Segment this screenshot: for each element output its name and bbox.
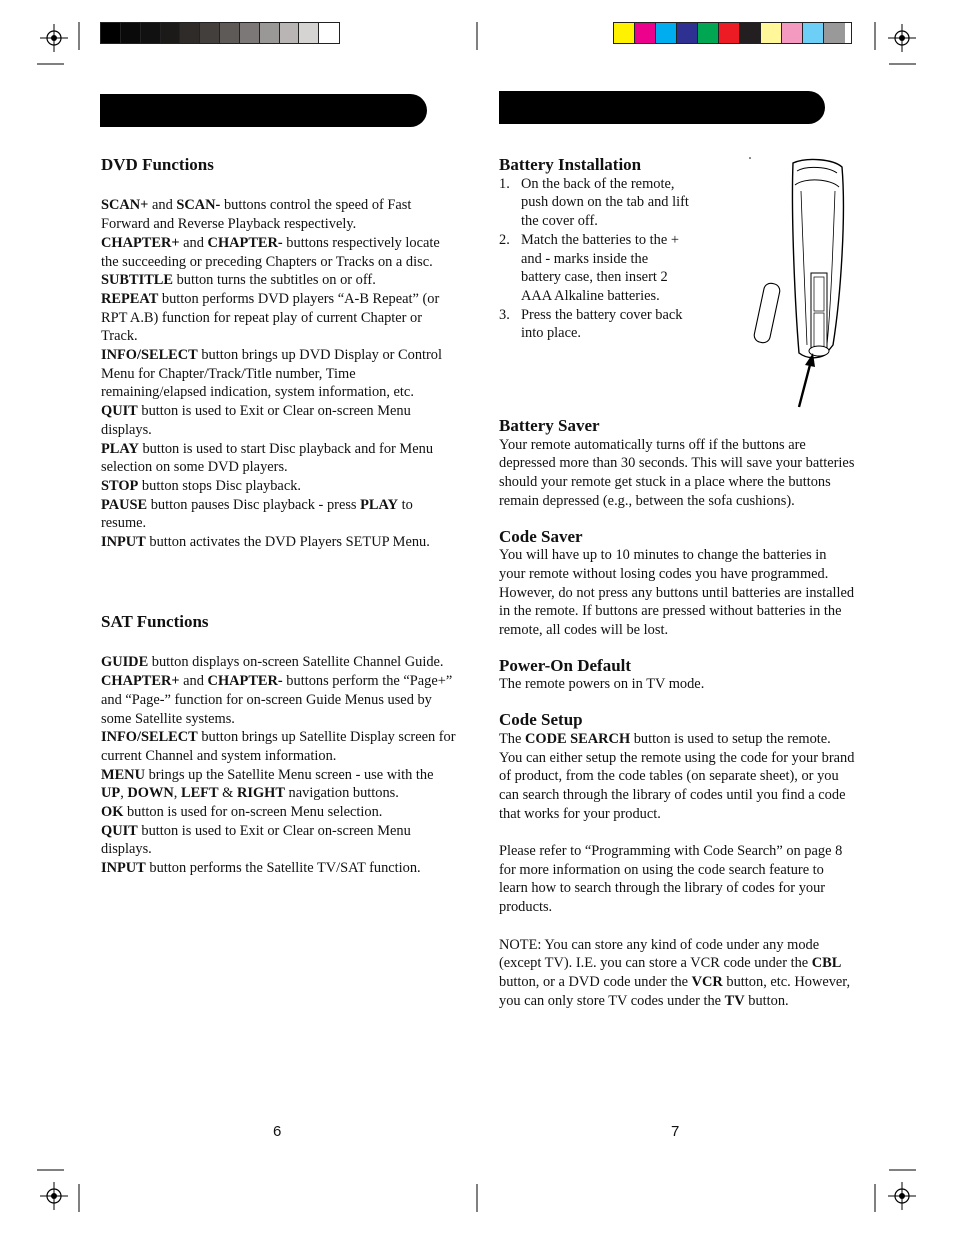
paragraph: Your remote automatically turns off if the buttons are depressed more than 30 seconds. This will save your batteries should your remote get stuck in a place where the buttons remain depressed (e.g., between the sofa cushions).	[499, 436, 855, 509]
grayscale-strip	[100, 22, 340, 44]
left-column-sat	[101, 613, 459, 878]
color-swatch	[719, 23, 740, 43]
list-item	[499, 231, 691, 306]
paragraph: SUBTITLE button turns the subtitles on or off.	[101, 272, 376, 289]
steps-list	[499, 175, 691, 343]
paragraph: The CODE SEARCH button is used to setup the remote. You can either setup the remote using the code for your brand of product, from the code tables (on separate sheet), or you can search through the library of codes until you find a code that works for your product.	[499, 730, 855, 822]
paragraph: REPEAT button performs DVD players “A-B Repeat” (or RPT A.B) function for repeat play of current Chapter or Track.	[101, 290, 440, 345]
color-swatch	[161, 23, 181, 43]
page-number: 7	[671, 1123, 680, 1140]
color-swatch	[280, 23, 300, 43]
page-number: 6	[273, 1123, 282, 1140]
paragraph: INFO/SELECT button brings up DVD Display or Control Menu for Chapter/Track/Title number, Time remaining/elapsed indication, system information, etc.	[101, 347, 442, 401]
color-swatch	[121, 23, 141, 43]
section-heading: Code Saver	[499, 526, 583, 546]
color-swatch	[200, 23, 220, 43]
section-heading: Battery Installation	[499, 155, 642, 174]
color-swatch	[141, 23, 161, 43]
color-swatch	[782, 23, 803, 43]
registration-mark-icon	[40, 1182, 70, 1212]
step-text: Press the battery cover back into place.	[521, 306, 683, 342]
color-swatch	[761, 23, 782, 43]
list-item	[499, 175, 691, 231]
list-item	[499, 306, 691, 343]
color-swatch	[677, 23, 698, 43]
color-swatch	[635, 23, 656, 43]
paragraph: OK button is used for on-screen Menu selection.	[101, 804, 383, 821]
remote-battery-illustration	[745, 155, 860, 410]
color-swatch	[101, 23, 121, 43]
section-heading: DVD Functions	[101, 155, 214, 174]
step-number: 2.	[499, 231, 510, 248]
color-swatch	[319, 23, 339, 43]
step-number: 3.	[499, 306, 510, 323]
color-swatch	[803, 23, 824, 43]
paragraph: QUIT button is used to Exit or Clear on-screen Menu displays.	[101, 822, 411, 858]
registration-mark-icon	[886, 22, 916, 52]
color-swatch	[740, 23, 761, 43]
color-strip	[613, 22, 852, 44]
paragraph: The remote powers on in TV mode.	[499, 676, 705, 693]
paragraph: STOP button stops Disc playback.	[101, 477, 302, 494]
paragraph: Please refer to “Programming with Code Search” on page 8 for more information on using the code search feature to learn how to search through the library of codes for your products.	[499, 843, 843, 916]
color-swatch	[260, 23, 280, 43]
paragraph: MENU brings up the Satellite Menu screen - use with the UP, DOWN, LEFT & RIGHT navigation buttons.	[101, 766, 434, 802]
header-bar-left	[100, 94, 427, 127]
color-swatch	[180, 23, 200, 43]
section-heading: Battery Saver	[499, 416, 600, 435]
color-swatch	[240, 23, 260, 43]
step-number: 1.	[499, 175, 510, 192]
right-column	[499, 417, 855, 1010]
paragraph: CHAPTER+ and CHAPTER- buttons perform the “Page+” and “Page-” function for on-screen Guide Menus used by some Satellite systems.	[101, 673, 453, 727]
color-swatch	[824, 23, 845, 43]
paragraph: NOTE: You can store any kind of code under any mode (except TV). I.E. you can store a VCR code under the CBL button, or a DVD code under the VCR button, etc. However, you can only store TV codes under the TV button.	[499, 936, 851, 1009]
step-text: On the back of the remote, push down on the tab and lift the cover off.	[521, 175, 689, 230]
paragraph: CHAPTER+ and CHAPTER- buttons respectively locate the succeeding or preceding Chapters or Tracks on a disc.	[101, 234, 440, 270]
paragraph: INPUT button performs the Satellite TV/SAT function.	[101, 860, 421, 877]
paragraph: PAUSE button pauses Disc playback - press PLAY to resume.	[101, 496, 413, 532]
paragraph: INPUT button activates the DVD Players SETUP Menu.	[101, 534, 430, 551]
color-swatch	[656, 23, 677, 43]
step-text: Match the batteries to the + and - marks inside the battery case, then insert 2 AAA Alkaline batteries.	[521, 231, 679, 304]
color-swatch	[299, 23, 319, 43]
paragraph: PLAY button is used to start Disc playback and for Menu selection on some DVD players.	[101, 440, 434, 476]
color-swatch	[698, 23, 719, 43]
paragraph: You will have up to 10 minutes to change the batteries in your remote without losing codes you have programmed. However, do not press any buttons until batteries are installed in the remote. If buttons are pressed without batteries in the remote, all codes will be lost.	[499, 547, 855, 639]
paragraph: QUIT button is used to Exit or Clear on-screen Menu displays.	[101, 403, 411, 438]
section-heading: Power-On Default	[499, 655, 632, 675]
color-swatch	[614, 23, 635, 43]
section-heading: SAT Functions	[101, 612, 209, 631]
paragraph: GUIDE button displays on-screen Satellite Channel Guide.	[101, 654, 444, 671]
registration-mark-icon	[886, 1182, 916, 1212]
header-bar-right	[499, 91, 825, 124]
paragraph: SCAN+ and SCAN- buttons control the speed of Fast Forward and Reverse Playback respectively.	[101, 197, 412, 233]
paragraph: INFO/SELECT button brings up Satellite Display screen for current Channel and system information.	[101, 729, 456, 764]
section-heading: Code Setup	[499, 710, 583, 730]
color-swatch	[220, 23, 240, 43]
battery-installation-section	[499, 156, 691, 343]
left-column	[101, 156, 459, 552]
